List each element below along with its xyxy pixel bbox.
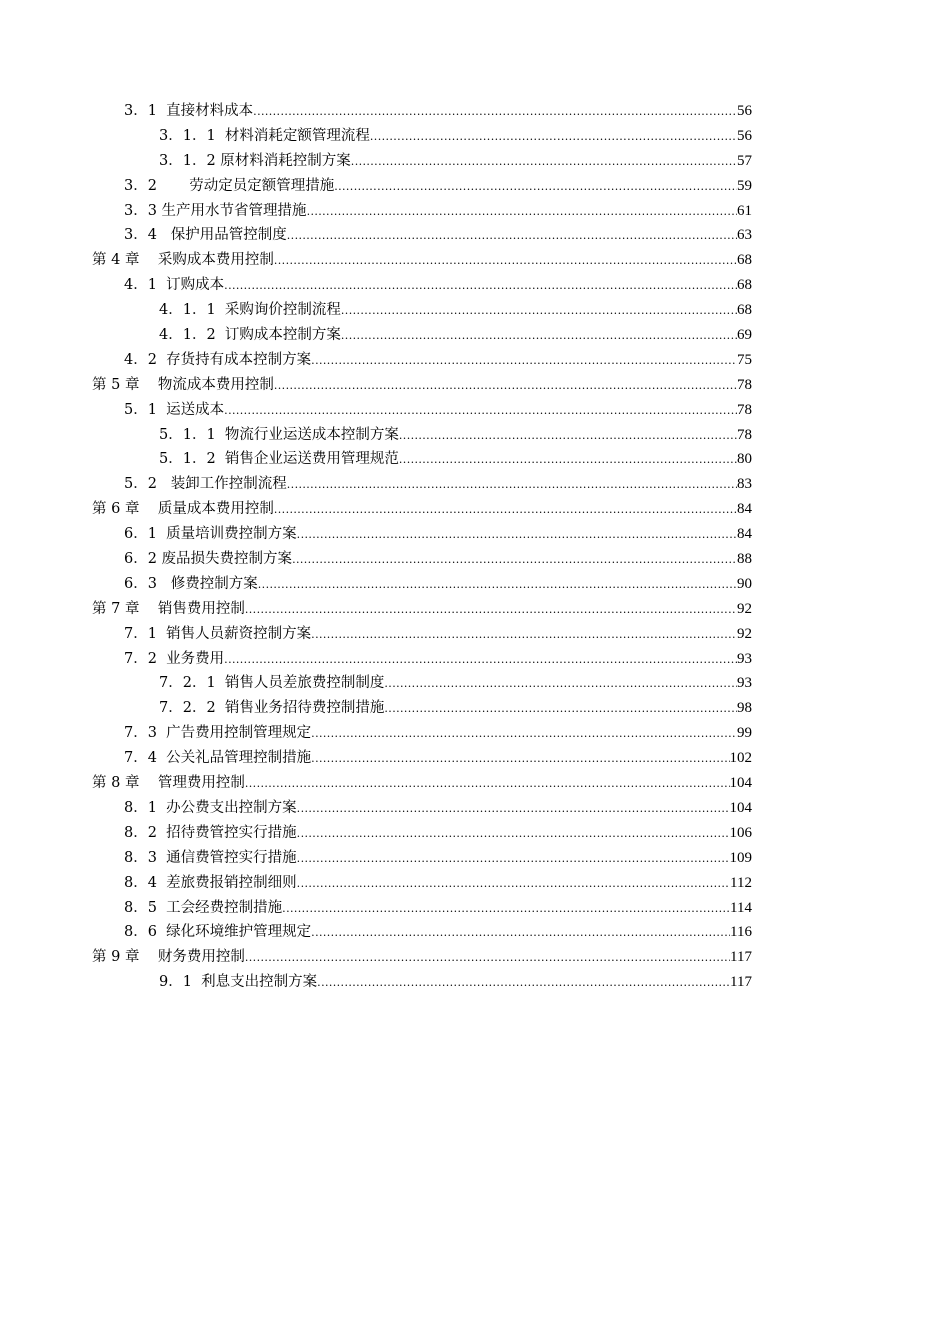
toc-dot-leader: [287, 473, 737, 498]
toc-entry[interactable]: [0, 696, 950, 721]
toc-entry-line: [159, 323, 752, 349]
toc-page-number: 104: [729, 799, 752, 816]
toc-entry[interactable]: [0, 920, 950, 945]
toc-entry-title: 8．2 招待费管控实行措施: [124, 824, 297, 841]
toc-page-number: 78: [737, 376, 752, 393]
toc-entry-line: [159, 696, 752, 722]
toc-entry[interactable]: [0, 223, 950, 248]
toc-entry-title: 第 9 章 财务费用控制: [92, 949, 245, 966]
toc-entry-line: [92, 248, 752, 274]
toc-page-number: 117: [730, 949, 752, 966]
toc-page-number: 92: [737, 600, 752, 617]
toc-entry-line: [124, 199, 752, 225]
toc-entry[interactable]: [0, 298, 950, 323]
toc-entry-title: 第 8 章 管理费用控制: [92, 775, 245, 792]
toc-dot-leader: [341, 324, 737, 349]
toc-entry-line: [124, 99, 752, 125]
toc-entry-title: 6．1 质量培训费控制方案: [124, 526, 297, 543]
toc-entry-title: 3．1 直接材料成本: [124, 103, 254, 119]
toc-entry-line: [92, 497, 752, 523]
toc-entry[interactable]: [0, 846, 950, 871]
toc-entry-title: 5．1．1 物流行业运送成本控制方案: [159, 426, 399, 443]
toc-entry-line: [124, 796, 752, 822]
toc-dot-leader: [258, 573, 737, 598]
toc-entry[interactable]: [0, 423, 950, 448]
toc-entry-title: 4．1 订购成本: [124, 277, 225, 294]
toc-entry[interactable]: [0, 373, 950, 398]
toc-page-number: 116: [730, 924, 752, 941]
toc-dot-leader: [245, 946, 730, 971]
toc-entry-title: 5．1 运送成本: [124, 401, 225, 418]
toc-entry-title: 8．1 办公费支出控制方案: [124, 799, 297, 816]
toc-entry-line: [124, 721, 752, 747]
toc-dot-leader: [307, 200, 737, 225]
toc-entry-title: 8．4 差旅费报销控制细则: [124, 874, 297, 891]
toc-entry-line: [92, 771, 752, 797]
toc-entry-title: 7．2．1 销售人员差旅费控制制度: [159, 675, 385, 692]
toc-page-number: 69: [737, 327, 752, 344]
toc-entry-title: 4．2 存货持有成本控制方案: [124, 351, 312, 368]
toc-entry[interactable]: [0, 497, 950, 522]
toc-entry[interactable]: [0, 821, 950, 846]
toc-page-number: 80: [737, 451, 752, 468]
toc-page-number: 57: [737, 152, 752, 169]
toc-entry-line: [124, 348, 752, 374]
toc-dot-leader: [224, 648, 737, 673]
toc-entry[interactable]: [0, 871, 950, 896]
toc-entry-line: [124, 522, 752, 548]
toc-dot-leader: [297, 797, 730, 822]
toc-entry-title: 第 7 章 销售费用控制: [92, 600, 245, 617]
toc-dot-leader: [274, 374, 737, 399]
toc-page-number: 93: [737, 650, 752, 667]
toc-entry-title: 第 5 章 物流成本费用控制: [92, 376, 274, 393]
toc-entry-line: [159, 447, 752, 473]
toc-page-number: 84: [737, 501, 752, 518]
toc-page-number: 98: [737, 700, 752, 717]
toc-entry[interactable]: [0, 199, 950, 224]
toc-entry-title: 7．3 广告费用控制管理规定: [124, 725, 312, 742]
toc-dot-leader: [245, 598, 737, 623]
toc-dot-leader: [282, 897, 730, 922]
toc-dot-leader: [341, 299, 737, 324]
toc-entry[interactable]: [0, 945, 950, 970]
toc-page-number: 68: [737, 252, 752, 269]
toc-entry-title: 4．1．1 采购询价控制流程: [159, 302, 341, 319]
toc-entry[interactable]: [0, 597, 950, 622]
toc-dot-leader: [351, 150, 737, 175]
toc-entry-line: [159, 149, 752, 175]
toc-entry-line: [124, 547, 752, 573]
toc-entry-line: [124, 472, 752, 498]
toc-entry-line: [124, 174, 752, 200]
toc-page-number: 88: [737, 551, 752, 568]
toc-dot-leader: [292, 548, 737, 573]
toc-page-number: 102: [729, 750, 752, 767]
toc-entry-title: 3．2 劳动定员定额管理措施: [124, 177, 335, 194]
toc-entry[interactable]: [0, 970, 950, 995]
toc-page-number: 61: [737, 202, 752, 219]
toc-page-number: 114: [730, 899, 752, 916]
toc-entry[interactable]: [0, 398, 950, 423]
toc-entry-title: 第 6 章 质量成本费用控制: [92, 501, 274, 518]
toc-dot-leader: [384, 697, 737, 722]
toc-entry-line: [159, 423, 752, 449]
toc-page-number: 56: [737, 127, 752, 144]
toc-entry[interactable]: [0, 572, 950, 597]
toc-entry[interactable]: [0, 647, 950, 672]
toc-page-number: 104: [729, 775, 752, 792]
toc-entry-title: 4．1．2 订购成本控制方案: [159, 327, 341, 344]
toc-entry-title: 7．2．2 销售业务招待费控制措施: [159, 700, 385, 717]
toc-dot-leader: [287, 224, 737, 249]
toc-entry-line: [159, 671, 752, 697]
toc-entry-line: [159, 124, 752, 150]
toc-entry[interactable]: [0, 248, 950, 273]
toc-page-number: 59: [737, 177, 752, 194]
toc-entry-title: 7．1 销售人员薪资控制方案: [124, 625, 312, 642]
toc-entry[interactable]: [0, 124, 950, 149]
toc-entry-title: 8．6 绿化环境维护管理规定: [124, 924, 312, 941]
toc-entry[interactable]: [0, 323, 950, 348]
toc-entry-title: 3．1．1 材料消耗定额管理流程: [159, 127, 370, 144]
toc-dot-leader: [399, 424, 737, 449]
toc-entry-line: [124, 871, 752, 897]
toc-page-number: 56: [737, 103, 752, 119]
toc-entry[interactable]: [0, 721, 950, 746]
toc-entry-title: 6．2 废品损失费控制方案: [124, 551, 293, 568]
toc-page-number: 78: [737, 401, 752, 418]
toc-entry-line: [124, 273, 752, 299]
toc-dot-leader: [224, 399, 737, 424]
toc-entry-title: 第 4 章 采购成本费用控制: [92, 252, 274, 269]
toc-entry-line: [124, 746, 752, 772]
table-of-contents: [0, 99, 950, 995]
toc-dot-leader: [311, 747, 729, 772]
toc-entry[interactable]: [0, 796, 950, 821]
toc-page-number: 68: [737, 302, 752, 319]
toc-entry-title: 7．2 业务费用: [124, 650, 225, 667]
toc-entry-line: [92, 945, 752, 971]
toc-dot-leader: [311, 921, 730, 946]
toc-entry-line: [124, 896, 752, 922]
toc-entry-line: [124, 398, 752, 424]
toc-page-number: 78: [737, 426, 752, 443]
toc-entry-title: 3．1．2 原材料消耗控制方案: [159, 152, 351, 169]
toc-page-number: 117: [730, 974, 752, 991]
toc-dot-leader: [253, 100, 737, 125]
toc-page-number: 68: [737, 277, 752, 294]
toc-entry-line: [124, 647, 752, 673]
toc-page-number: 83: [737, 476, 752, 493]
toc-entry-line: [159, 298, 752, 324]
toc-entry-title: 3．3 生产用水节省管理措施: [124, 202, 307, 219]
toc-dot-leader: [274, 249, 737, 274]
toc-entry-line: [92, 597, 752, 623]
toc-page-number: 84: [737, 526, 752, 543]
toc-entry-title: 9．1 利息支出控制方案: [159, 974, 318, 991]
toc-page-number: 92: [737, 625, 752, 642]
toc-dot-leader: [297, 822, 730, 847]
toc-entry[interactable]: [0, 746, 950, 771]
toc-entry-title: 7．4 公关礼品管理控制措施: [124, 750, 312, 767]
toc-page-number: 63: [737, 227, 752, 244]
toc-entry-line: [159, 970, 752, 996]
toc-dot-leader: [334, 175, 737, 200]
toc-dot-leader: [274, 498, 737, 523]
toc-dot-leader: [370, 125, 737, 150]
toc-dot-leader: [317, 971, 730, 996]
toc-page-number: 93: [737, 675, 752, 692]
toc-dot-leader: [297, 872, 730, 897]
toc-entry[interactable]: [0, 149, 950, 174]
toc-entry[interactable]: [0, 522, 950, 547]
toc-dot-leader: [297, 847, 730, 872]
toc-entry[interactable]: [0, 174, 950, 199]
toc-entry-title: 5．1．2 销售企业运送费用管理规范: [159, 451, 399, 468]
toc-entry-line: [124, 920, 752, 946]
toc-entry-line: [124, 821, 752, 847]
toc-dot-leader: [384, 672, 737, 697]
toc-entry[interactable]: [0, 348, 950, 373]
toc-entry-title: 5．2 装卸工作控制流程: [124, 476, 287, 493]
toc-page-number: 75: [737, 351, 752, 368]
toc-entry-line: [124, 846, 752, 872]
toc-dot-leader: [311, 349, 737, 374]
toc-entry[interactable]: [0, 896, 950, 921]
toc-entry[interactable]: [0, 447, 950, 472]
toc-entry[interactable]: [0, 273, 950, 298]
toc-page-number: 106: [729, 824, 752, 841]
toc-entry-line: [124, 572, 752, 598]
toc-dot-leader: [224, 274, 737, 299]
toc-entry-title: 6．3 修费控制方案: [124, 575, 258, 592]
toc-entry-title: 8．5 工会经费控制措施: [124, 899, 283, 916]
toc-entry-line: [124, 622, 752, 648]
toc-entry-line: [124, 223, 752, 249]
toc-entry-title: 3．4 保护用品管控制度: [124, 227, 287, 244]
toc-entry[interactable]: [0, 472, 950, 497]
toc-entry-line: [92, 373, 752, 399]
toc-entry-title: 8．3 通信费管控实行措施: [124, 849, 297, 866]
toc-dot-leader: [311, 623, 737, 648]
toc-dot-leader: [399, 448, 737, 473]
toc-page-number: 112: [730, 874, 752, 891]
toc-dot-leader: [297, 523, 737, 548]
toc-entry[interactable]: [0, 547, 950, 572]
toc-entry[interactable]: [0, 99, 950, 124]
toc-entry[interactable]: [0, 671, 950, 696]
toc-page-number: 109: [729, 849, 752, 866]
toc-entry[interactable]: [0, 622, 950, 647]
toc-dot-leader: [245, 772, 730, 797]
toc-page-number: 90: [737, 575, 752, 592]
toc-entry[interactable]: [0, 771, 950, 796]
toc-page-number: 99: [737, 725, 752, 742]
toc-dot-leader: [311, 722, 737, 747]
